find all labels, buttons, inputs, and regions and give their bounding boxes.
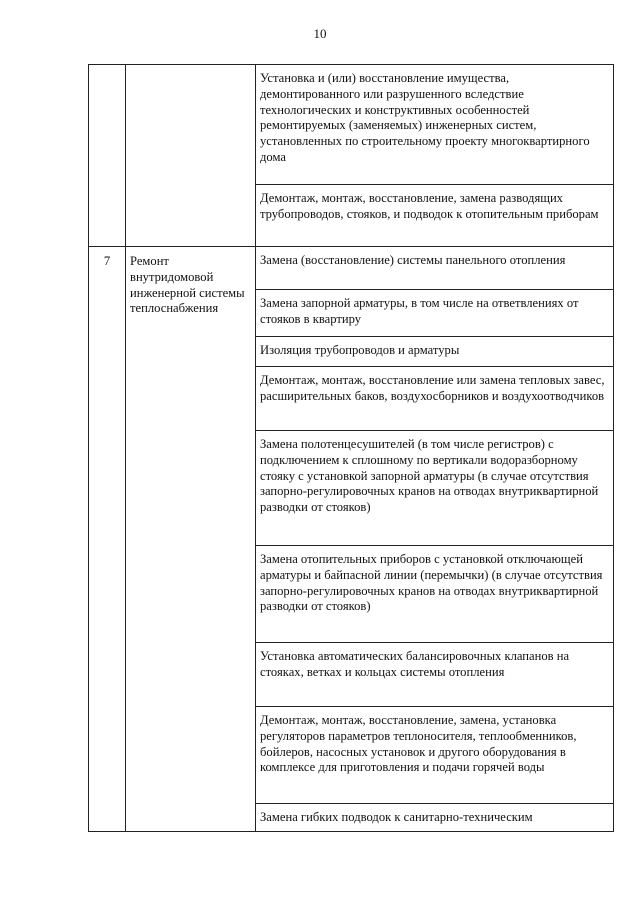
work-item-cell: Замена запорной арматуры, в том числе на ответвлениях от стояков в квартиру [256,290,614,337]
works-table [88,64,614,832]
work-item-cell: Установка автоматических балансировочных клапанов на стояках, ветках и кольцах системы отопления [256,643,614,707]
work-item-cell: Замена гибких подводок к санитарно-техническим [256,804,614,832]
work-item-cell: Замена полотенцесушителей (в том числе регистров) с подключением к сплошному по вертикали водоразборному стояку с установкой запорной арматуры (в случае отсутствия запорно-регулировочных кранов на отводах внутриквартирной разводки от стояков) [256,431,614,546]
work-item-cell: Установка и (или) восстановление имущества, демонтированного или разрушенного вследствие технологических и конструктивных особенностей ремонтируемых (заменяемых) инженерных систем, установленных по строительному проекту многоквартирного дома [256,65,614,185]
work-item-cell: Замена (восстановление) системы панельного отопления [256,247,614,290]
table-row [89,247,614,290]
system-name: Ремонт внутридомовой инженерной системы теплоснабжения [126,247,256,832]
empty-system-cell [126,65,256,247]
work-item-cell: Демонтаж, монтаж, восстановление, замена, установка регуляторов параметров теплоносителя, теплообменников, бойлеров, насосных установок и другого оборудования в комплексе для приготовления и подачи горячей воды [256,707,614,804]
work-item-cell: Демонтаж, монтаж, восстановление, замена разводящих трубопроводов, стояков, и подводок к отопительным приборам [256,185,614,247]
section-number: 7 [89,247,126,832]
page-number: 10 [313,26,327,41]
empty-number-cell [89,65,126,247]
work-item-cell: Демонтаж, монтаж, восстановление или замена тепловых завес, расширительных баков, воздухосборников и воздухоотводчиков [256,367,614,431]
table-row [89,65,614,185]
work-item-cell: Изоляция трубопроводов и арматуры [256,337,614,367]
work-item-cell: Замена отопительных приборов с установкой отключающей арматуры и байпасной линии (перемычки) (в случае отсутствия запорно-регулировочных кранов на отводах внутриквартирной разводки от стояков) [256,546,614,643]
